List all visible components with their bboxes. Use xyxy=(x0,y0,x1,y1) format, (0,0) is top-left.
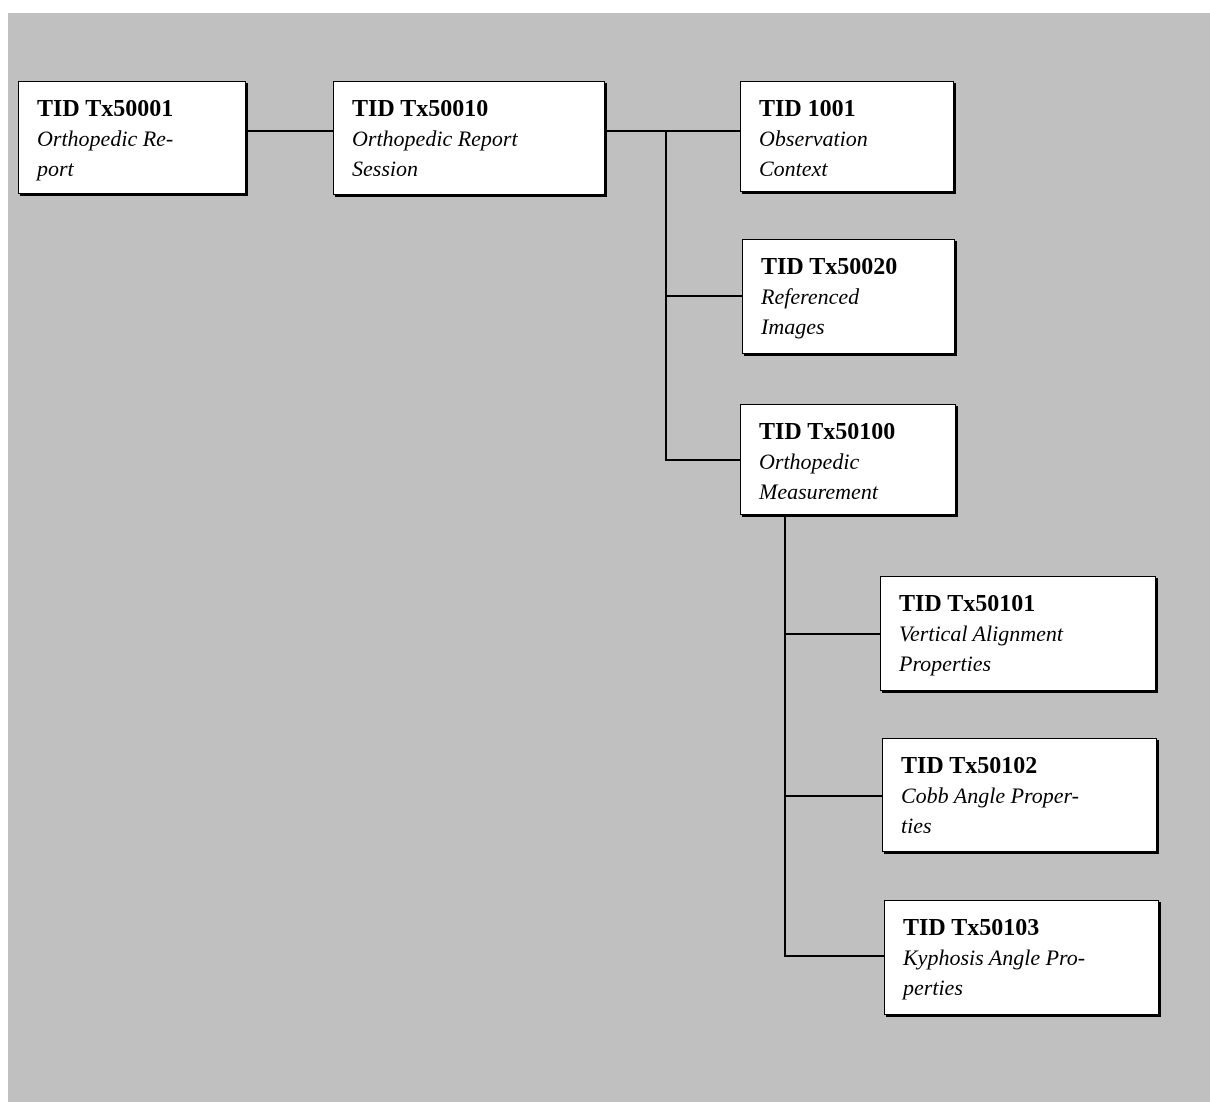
node-desc-line1: Cobb Angle Proper- xyxy=(901,783,1079,808)
node-desc-line2: Measurement xyxy=(759,479,878,504)
node-tid: TID Tx50101 xyxy=(899,591,1036,617)
node-tx50001 xyxy=(18,81,246,194)
node-tx50020 xyxy=(742,239,955,354)
node-tid: TID Tx50102 xyxy=(901,753,1038,779)
node-tid: TID 1001 xyxy=(759,96,856,122)
node-tx50010 xyxy=(333,81,605,195)
node-desc-line2: port xyxy=(37,156,74,181)
node-desc-line1: Orthopedic Report xyxy=(352,126,518,151)
node-desc-line1: Orthopedic Re- xyxy=(37,126,174,151)
node-tx50100 xyxy=(740,404,956,515)
node-tid: TID Tx50020 xyxy=(761,254,898,280)
node-1001 xyxy=(740,81,954,192)
node-desc-line2: Context xyxy=(759,156,828,181)
node-tid: TID Tx50010 xyxy=(352,96,489,122)
node-tx50102 xyxy=(882,738,1157,852)
node-tid: TID Tx50103 xyxy=(903,915,1040,941)
node-desc-line1: Referenced xyxy=(761,284,860,309)
node-desc-line2: perties xyxy=(903,975,963,1000)
node-desc-line1: Kyphosis Angle Pro- xyxy=(903,945,1086,970)
node-desc-line2: Properties xyxy=(899,651,992,676)
node-desc-line1: Observation xyxy=(759,126,868,151)
node-tid: TID Tx50001 xyxy=(37,96,174,122)
node-tid: TID Tx50100 xyxy=(759,419,896,445)
node-desc-line2: Images xyxy=(761,314,825,339)
node-desc-line2: Session xyxy=(352,156,418,181)
node-desc-line1: Vertical Alignment xyxy=(899,621,1063,646)
node-desc-line2: ties xyxy=(901,813,932,838)
node-tx50101 xyxy=(880,576,1156,691)
node-desc-line1: Orthopedic xyxy=(759,449,860,474)
node-tx50103 xyxy=(884,900,1159,1015)
